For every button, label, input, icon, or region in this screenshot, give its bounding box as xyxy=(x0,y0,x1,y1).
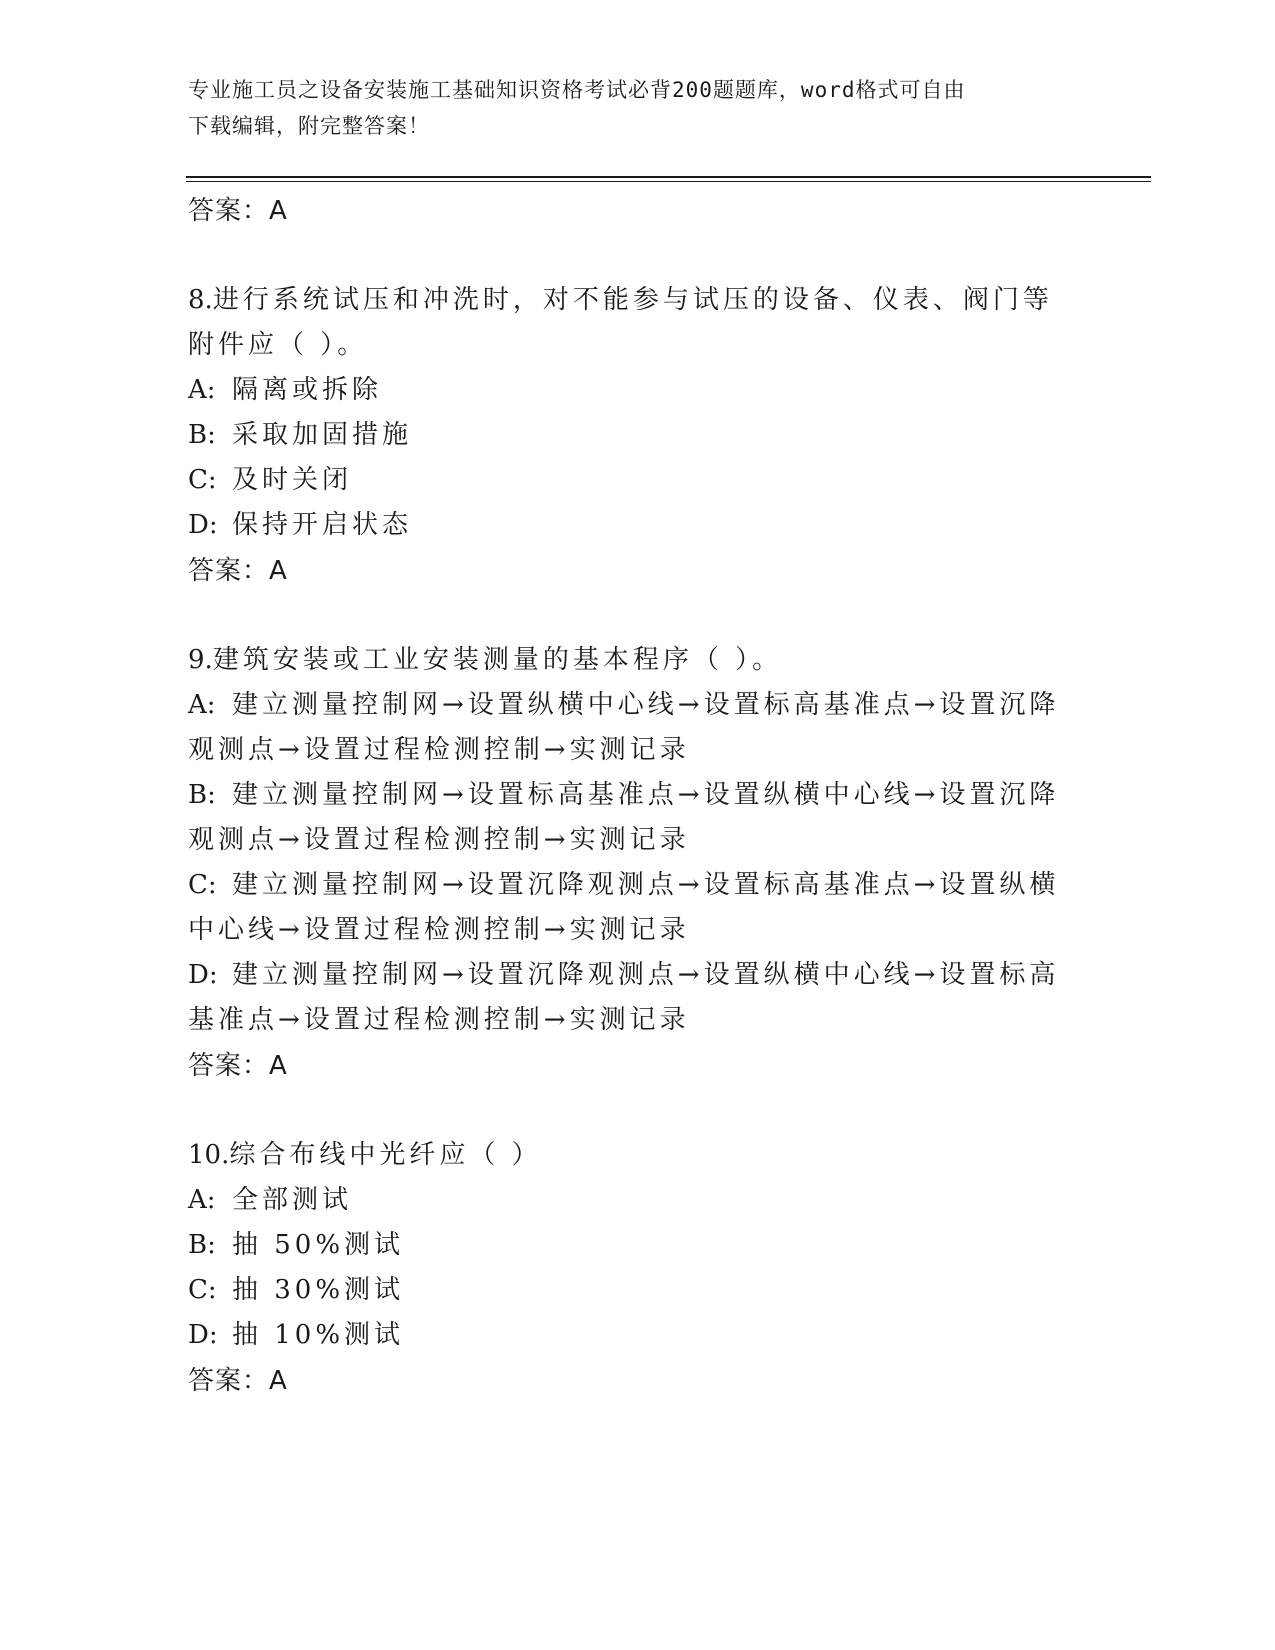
option-a xyxy=(188,683,1078,773)
previous-answer: 答案：A xyxy=(188,196,288,226)
option-text: 抽 30%测试 xyxy=(232,1275,405,1305)
option-letter: D: xyxy=(188,1320,218,1350)
option-text: 建立测量控制网→设置纵横中心线→设置标高基准点→设置沉降观测点→设置过程检测控制→实测记录 xyxy=(188,690,1060,765)
option-d xyxy=(188,1313,1078,1358)
option-text: 建立测量控制网→设置沉降观测点→设置标高基准点→设置纵横中心线→设置过程检测控制→实测记录 xyxy=(188,870,1060,945)
option-text: 抽 10%测试 xyxy=(232,1320,405,1350)
option-d xyxy=(188,503,1078,548)
document-header xyxy=(188,72,1068,144)
option-letter: C: xyxy=(188,1275,217,1305)
document-body xyxy=(188,188,1078,1404)
option-d xyxy=(188,953,1078,1043)
question-text xyxy=(188,278,1078,368)
option-letter: D: xyxy=(188,960,218,990)
header-divider-thin xyxy=(186,181,1151,182)
header-divider-thick xyxy=(186,176,1151,178)
option-c xyxy=(188,863,1078,953)
question-body: 建筑安装或工业安装测量的基本程序（ ）。 xyxy=(212,645,783,675)
option-b xyxy=(188,773,1078,863)
option-text: 保持开启状态 xyxy=(232,510,413,540)
option-letter: A: xyxy=(188,375,216,405)
option-letter: B: xyxy=(188,1230,216,1260)
question-number: 9. xyxy=(188,645,213,675)
question-block-8 xyxy=(188,278,1078,594)
option-letter: B: xyxy=(188,780,216,810)
question-text xyxy=(188,1133,1078,1178)
spacer xyxy=(188,594,1078,638)
question-text xyxy=(188,638,1078,683)
question-block-10 xyxy=(188,1133,1078,1404)
question-block-9 xyxy=(188,638,1078,1089)
question-number: 8. xyxy=(188,285,213,315)
answer-line: 答案：A xyxy=(188,556,288,586)
option-text: 隔离或拆除 xyxy=(232,375,383,405)
option-text: 抽 50%测试 xyxy=(232,1230,405,1260)
question-body: 进行系统试压和冲洗时，对不能参与试压的设备、仪表、阀门等附件应（ ）。 xyxy=(188,285,1053,360)
option-letter: A: xyxy=(188,1185,216,1215)
option-b xyxy=(188,1223,1078,1268)
option-text: 及时关闭 xyxy=(232,465,353,495)
option-a xyxy=(188,1178,1078,1223)
option-letter: D: xyxy=(188,510,218,540)
option-letter: B: xyxy=(188,420,216,450)
option-letter: A: xyxy=(188,690,216,720)
answer-line: 答案：A xyxy=(188,1366,288,1396)
option-b xyxy=(188,413,1078,458)
option-c xyxy=(188,458,1078,503)
header-line-1: 专业施工员之设备安装施工基础知识资格考试必背200题题库，word格式可自由 xyxy=(188,78,966,102)
option-a xyxy=(188,368,1078,413)
option-text: 采取加固措施 xyxy=(232,420,413,450)
question-number: 10. xyxy=(188,1140,230,1170)
option-letter: C: xyxy=(188,465,217,495)
answer-line: 答案：A xyxy=(188,1051,288,1081)
option-text: 建立测量控制网→设置沉降观测点→设置纵横中心线→设置标高基准点→设置过程检测控制→实测记录 xyxy=(188,960,1060,1035)
option-text: 建立测量控制网→设置标高基准点→设置纵横中心线→设置沉降观测点→设置过程检测控制→实测记录 xyxy=(188,780,1060,855)
option-c xyxy=(188,1268,1078,1313)
header-line-2: 下载编辑，附完整答案！ xyxy=(188,114,430,138)
option-letter: C: xyxy=(188,870,217,900)
spacer xyxy=(188,234,1078,278)
question-body: 综合布线中光纤应（ ） xyxy=(229,1140,542,1170)
spacer xyxy=(188,1089,1078,1133)
option-text: 全部测试 xyxy=(232,1185,353,1215)
